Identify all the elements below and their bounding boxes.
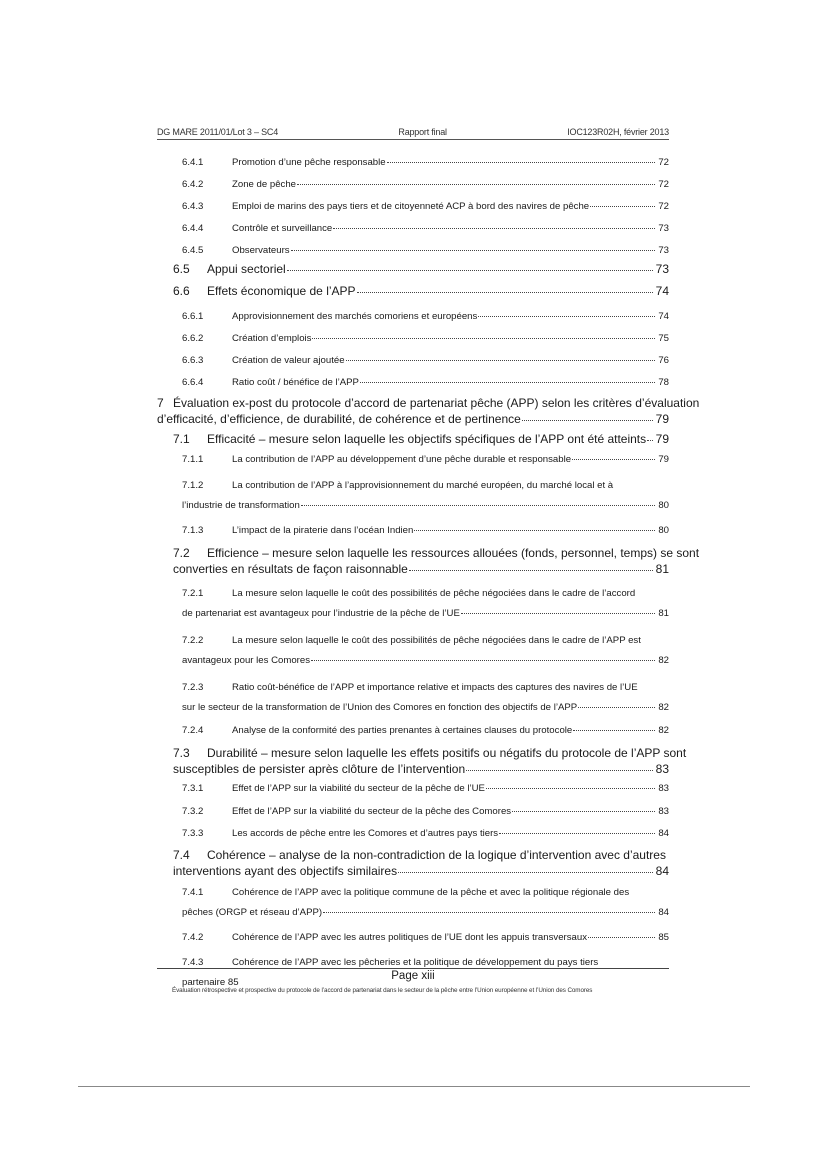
toc-title: Appui sectoriel <box>207 261 286 276</box>
toc-line-1 <box>157 678 669 698</box>
toc-number: 6.4.2 <box>182 178 204 190</box>
toc-title-cont: converties en résultats de façon raisonnable <box>173 561 408 576</box>
toc-title: Approvisionnement des marchés comoriens et européens <box>232 310 478 322</box>
toc-title-cont: de partenariat est avantageux pour l’industrie de la pêche de l’UE <box>182 607 460 619</box>
toc-number: 6.4.5 <box>182 244 204 256</box>
toc-leader <box>297 175 655 185</box>
toc-page: 74 <box>658 310 669 322</box>
toc-page: 75 <box>658 332 669 344</box>
header-left: DG MARE 2011/01/Lot 3 – SC4 <box>157 127 278 137</box>
page-header <box>157 127 669 140</box>
toc-title: Ratio coût / bénéfice de l’APP <box>232 376 359 388</box>
toc-leader <box>572 451 655 461</box>
toc-leader <box>461 604 655 614</box>
toc-page: 84 <box>658 828 669 840</box>
toc-number: 7.3.3 <box>182 828 204 840</box>
toc-title-cont: sur le secteur de la transformation de l’Union des Comores en fonction des objectifs de l’APP <box>182 701 578 713</box>
toc-leader <box>466 759 652 771</box>
toc-entry-7-2-3[interactable] <box>157 671 669 718</box>
toc-page: 85 <box>658 932 669 944</box>
toc-title-cont: d’efficacité, d’efficience, de durabilité, de cohérence et de pertinence <box>157 411 521 426</box>
toc-line-2 <box>157 496 669 516</box>
toc-title: Promotion d’une pêche responsable <box>232 156 386 168</box>
toc-line-2 <box>157 411 669 427</box>
toc-entry-7-1-3[interactable] <box>157 516 669 540</box>
toc-number: 6.6.3 <box>182 354 204 366</box>
toc-title: Cohérence de l’APP avec les autres politiques de l’UE dont les appuis transversaux <box>232 932 587 944</box>
toc-page: 73 <box>658 222 669 234</box>
toc-line-2 <box>157 761 669 777</box>
toc-entry-7-2[interactable] <box>157 540 700 577</box>
toc-leader <box>486 780 655 790</box>
toc-page: 73 <box>658 244 669 256</box>
toc-leader <box>301 496 655 506</box>
toc-page: 74 <box>655 283 669 298</box>
toc-leader <box>478 307 655 317</box>
toc-number: 7.1.3 <box>182 525 204 537</box>
toc-entry-7-3-3[interactable] <box>157 820 669 842</box>
toc-title: La contribution de l’APP au développement d’une pêche durable et responsable <box>232 454 572 466</box>
toc-page: 84 <box>655 863 669 878</box>
toc-page: 80 <box>658 525 669 537</box>
toc-page: 79 <box>655 431 669 446</box>
toc-number: 7.3.2 <box>182 806 204 818</box>
toc-title: Cohérence de l’APP avec les pêcheries et la politique de développement du pays tiers <box>232 956 599 968</box>
toc-entry-6-6-1[interactable] <box>157 302 669 324</box>
toc-leader <box>333 219 655 229</box>
toc-entry-6-4-5[interactable] <box>157 236 669 258</box>
toc-number: 7 <box>157 396 164 410</box>
toc-leader <box>573 722 655 732</box>
toc-entry-7[interactable] <box>157 390 700 427</box>
toc-leader <box>291 241 656 251</box>
toc-page: 79 <box>658 454 669 466</box>
toc-entry-7-1-1[interactable] <box>157 449 669 469</box>
toc-title: Évaluation ex-post du protocole d’accord de partenariat pêche (APP) selon les critères d’évaluation <box>173 396 700 410</box>
toc-number: 6.4.1 <box>182 156 204 168</box>
toc-leader <box>287 259 653 271</box>
toc-title: Effets économique de l’APP <box>207 283 356 298</box>
toc-entry-7-3-1[interactable] <box>157 777 669 798</box>
footer-note: Évaluation rétrospective et prospective du protocole de l’accord de partenariat dans le secteur de la pêche entre l’Union européenne et l’Union des Comores <box>172 987 593 994</box>
toc-number: 7.1.2 <box>182 479 204 491</box>
toc-line-1 <box>157 584 669 604</box>
toc-title-cont: susceptibles de persister après clôture de l’intervention <box>173 761 466 776</box>
toc-title: Contrôle et surveillance <box>232 222 333 234</box>
toc-title: Les accords de pêche entre les Comores et d’autres pays tiers <box>232 828 499 840</box>
toc-leader <box>409 559 653 571</box>
toc-number: 7.1 <box>173 431 190 446</box>
toc-page: 83 <box>655 761 669 776</box>
toc-leader <box>357 281 653 293</box>
toc-title: Durabilité – mesure selon laquelle les effets positifs ou négatifs du protocole de l’APP sont <box>207 745 687 760</box>
page-bottom-divider <box>78 1086 750 1087</box>
toc-number: 7.4.3 <box>182 956 204 968</box>
toc-entry-6-6-3[interactable] <box>157 346 669 368</box>
toc-leader <box>312 329 655 339</box>
toc-title-cont: interventions ayant des objectifs similaires <box>173 863 398 878</box>
toc-entry-6-5[interactable] <box>157 258 669 280</box>
toc-entry-6-4-1[interactable] <box>157 148 669 170</box>
toc-leader <box>387 153 656 163</box>
toc-entry-6-4-3[interactable] <box>157 192 669 214</box>
toc-number: 7.4.2 <box>182 932 204 944</box>
toc-title: Analyse de la conformité des parties prenantes à certaines clauses du protocole <box>232 725 573 737</box>
toc-title: Cohérence – analyse de la non-contradiction de la logique d’intervention avec d’autres <box>207 847 666 862</box>
toc-number: 6.4.3 <box>182 200 204 212</box>
toc-page: 82 <box>658 654 669 666</box>
toc-title: La contribution de l’APP à l’approvisionnement du marché européen, du marché local et à <box>232 479 614 491</box>
page-number: Page xiii <box>391 970 435 982</box>
toc-title: Création de valeur ajoutée <box>232 354 345 366</box>
toc-title-cont: avantageux pour les Comores <box>182 654 310 666</box>
toc-title: Effet de l’APP sur la viabilité du secteur de la pêche de l’UE <box>232 783 485 795</box>
toc-leader <box>398 861 653 873</box>
toc-title-cont: l’industrie de transformation <box>182 499 300 511</box>
toc-page: 76 <box>658 354 669 366</box>
toc-number: 7.2.4 <box>182 725 204 737</box>
toc-leader <box>346 351 656 361</box>
toc-number: 6.6 <box>173 283 190 298</box>
toc-page: 83 <box>658 783 669 795</box>
toc-number: 7.2 <box>173 545 190 560</box>
toc-entry-6-4-2[interactable] <box>157 170 669 192</box>
toc-line-2 <box>157 651 669 671</box>
toc-title: Cohérence de l’APP avec la politique commune de la pêche et avec la politique régionale des <box>232 886 630 898</box>
toc-number: 7.4 <box>173 847 190 862</box>
toc-number: 6.6.4 <box>182 376 204 388</box>
toc-number: 6.5 <box>173 261 190 276</box>
toc-leader <box>647 429 652 441</box>
toc-line-1 <box>157 883 669 903</box>
toc-leader <box>578 698 655 708</box>
toc-title: Efficience – mesure selon laquelle les ressources allouées (fonds, personnel, temps) se sont <box>207 545 700 560</box>
toc-title: Effet de l’APP sur la viabilité du secteur de la pêche des Comores <box>232 806 512 818</box>
toc-title: La mesure selon laquelle le coût des possibilités de pêche négociées dans le cadre de l’APP est <box>232 634 641 646</box>
toc-title: L’impact de la piraterie dans l’océan Indien <box>232 525 414 537</box>
toc-entry-6-6-4[interactable] <box>157 368 669 390</box>
toc-page: 81 <box>658 607 669 619</box>
toc-leader <box>522 409 653 421</box>
toc-number: 6.6.1 <box>182 310 204 322</box>
toc-page: 82 <box>658 701 669 713</box>
toc-entry-7-2-2[interactable] <box>157 624 669 671</box>
toc-leader <box>588 929 655 939</box>
toc-number: 7.2.2 <box>182 634 204 646</box>
toc-number: 7.3 <box>173 745 190 760</box>
toc-leader <box>311 651 655 661</box>
toc-entry-6-6-2[interactable] <box>157 324 669 346</box>
toc-page: 73 <box>655 261 669 276</box>
toc-page: 72 <box>658 156 669 168</box>
toc-page: 79 <box>655 411 669 426</box>
toc-title: Ratio coût-bénéfice de l’APP et importance relative et impacts des captures des navires de l’UE <box>232 681 638 693</box>
toc-page: 82 <box>658 725 669 737</box>
toc-number: 7.1.1 <box>182 454 204 466</box>
toc-entry-7-2-1[interactable] <box>157 577 669 624</box>
toc-leader <box>590 197 655 207</box>
toc-line-1 <box>157 631 669 651</box>
toc-entry-7-3-2[interactable] <box>157 798 669 820</box>
toc-entry-6-4-4[interactable] <box>157 214 669 236</box>
toc-entry-6-6[interactable] <box>157 280 669 302</box>
toc-title: Observateurs <box>232 244 290 256</box>
toc-line-2 <box>157 903 669 923</box>
toc-page: 80 <box>658 499 669 511</box>
toc-entry-7-1-2[interactable] <box>157 469 669 516</box>
toc-entry-7-3[interactable] <box>157 740 687 777</box>
toc-line-1 <box>157 476 669 496</box>
header-right: IOC123R02H, février 2013 <box>567 127 669 137</box>
toc-entry-7-4[interactable] <box>157 842 669 879</box>
toc-number: 7.2.1 <box>182 587 204 599</box>
toc-page: 78 <box>658 376 669 388</box>
toc-title: Zone de pêche <box>232 178 297 190</box>
toc-number: 7.4.1 <box>182 886 204 898</box>
toc-page: 84 <box>658 906 669 918</box>
toc-number: 7.3.1 <box>182 783 204 795</box>
toc-title-cont: pêches (ORGP et réseau d’APP) <box>182 906 323 918</box>
toc-title: La mesure selon laquelle le coût des possibilités de pêche négociées dans le cadre de l’accord <box>232 587 636 599</box>
toc-page: 72 <box>658 178 669 190</box>
toc-leader <box>512 803 655 813</box>
toc-entry-7-2-4[interactable] <box>157 718 669 740</box>
toc-page: 83 <box>658 806 669 818</box>
toc-number: 7.2.3 <box>182 681 204 693</box>
toc-leader <box>414 522 655 532</box>
footer-divider <box>157 968 669 969</box>
toc-number: 6.6.2 <box>182 332 204 344</box>
toc-entry-7-4-2[interactable] <box>157 923 669 946</box>
toc-leader <box>360 373 655 383</box>
toc-title: Efficacité – mesure selon laquelle les objectifs spécifiques de l’APP ont été atteints <box>207 431 647 446</box>
toc-page: 81 <box>655 561 669 576</box>
toc-page: 72 <box>658 200 669 212</box>
toc-line-2 <box>157 561 669 577</box>
toc-title: Emploi de marins des pays tiers et de citoyenneté ACP à bord des navires de pêche <box>232 200 590 212</box>
toc-entry-7-1[interactable] <box>157 427 669 449</box>
toc-leader <box>323 903 655 913</box>
toc-line-2 <box>157 604 669 624</box>
toc-line-2 <box>157 863 669 879</box>
toc-entry-7-4-1[interactable] <box>157 879 669 923</box>
toc-title: Création d’emplois <box>232 332 312 344</box>
toc-title-cont: partenaire 85 <box>182 976 239 988</box>
toc-line-2 <box>157 698 669 718</box>
toc-leader <box>499 825 655 835</box>
header-center: Rapport final <box>398 127 447 137</box>
toc-number: 6.4.4 <box>182 222 204 234</box>
table-of-contents <box>157 148 700 993</box>
